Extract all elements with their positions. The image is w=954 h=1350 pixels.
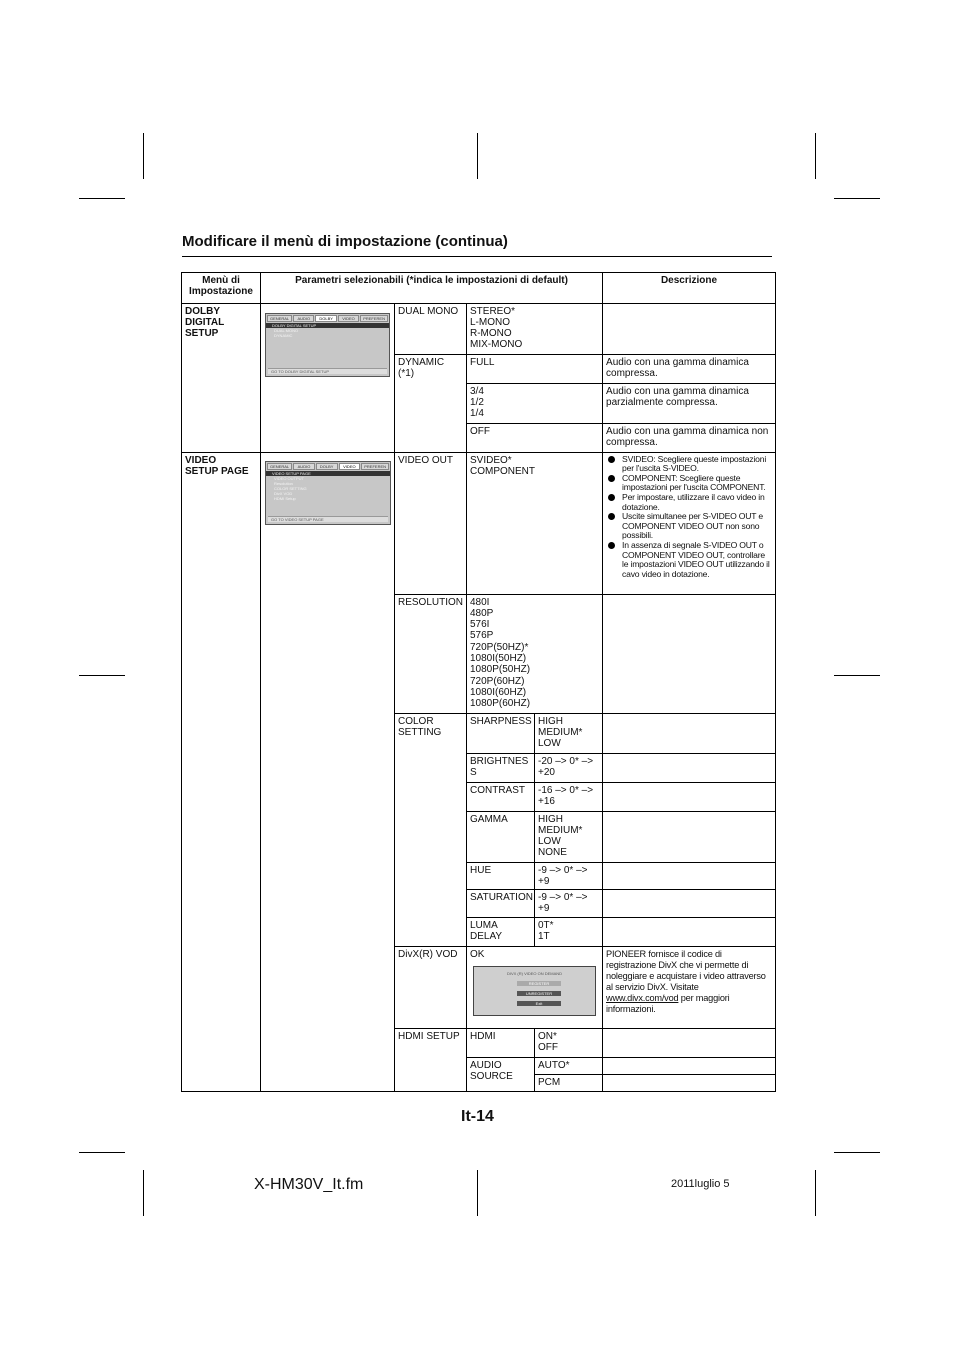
param-label: DUAL MONO	[395, 303, 467, 354]
screenshot-item: Resolution	[274, 480, 293, 486]
settings-table	[181, 272, 776, 1092]
sub-param-name: SATURATION	[467, 890, 535, 918]
param-desc: Audio con una gamma dinamica non compressa.	[603, 423, 776, 452]
dolby-screenshot-cell	[261, 303, 395, 452]
file-name: X-HM30V_It.fm	[254, 1176, 364, 1193]
title-divider	[182, 256, 772, 257]
screenshot-item: HDMI Setup	[274, 495, 296, 501]
crop-mark	[834, 675, 880, 676]
screenshot-tabs	[266, 314, 389, 323]
sub-param-name: GAMMA	[467, 811, 535, 862]
screenshot-tab: AUDIO	[293, 463, 315, 470]
list-item: In assenza di segnale S-VIDEO OUT o COMPONENT VIDEO OUT, controllare le impostazioni VIDEO OUT utilizzando il cavo video in dotazione.	[606, 541, 772, 579]
header-menu: Menù di Impostazione	[182, 273, 261, 304]
dolby-menu-screenshot	[265, 313, 390, 377]
param-desc	[603, 1074, 776, 1091]
screenshot-item: DUAL MONO	[274, 327, 299, 333]
screenshot-item: COLOR SETTING	[274, 485, 307, 491]
screenshot-item: DivX VOD	[274, 490, 293, 496]
param-desc	[603, 713, 776, 753]
param-desc	[603, 917, 776, 946]
crop-mark	[477, 133, 478, 179]
screenshot-tab: GENERAL	[267, 315, 292, 322]
crop-mark	[79, 198, 125, 199]
param-values: -20 –> 0* –> +20	[535, 753, 603, 782]
param-values: HIGH MEDIUM* LOW NONE	[535, 811, 603, 862]
screenshot-tab: VIDEO	[339, 463, 361, 470]
param-values: STEREO* L-MONO R-MONO MIX-MONO	[467, 303, 603, 354]
crop-mark	[815, 1170, 816, 1216]
crop-mark	[834, 1152, 880, 1153]
divx-register-button: REGISTER	[517, 981, 561, 986]
param-label: VIDEO OUT	[395, 452, 467, 594]
crop-mark	[815, 133, 816, 179]
crop-mark	[143, 1170, 144, 1216]
param-label: DivX(R) VOD	[395, 946, 467, 1028]
sub-param-name: LUMA DELAY	[467, 917, 535, 946]
param-values: PCM	[535, 1074, 603, 1091]
param-desc	[603, 890, 776, 918]
param-values: 3/4 1/2 1/4	[467, 383, 603, 423]
screenshot-bar: DOLBY DIGITAL SETUP	[266, 323, 389, 328]
param-desc	[603, 452, 776, 594]
divx-vod-screenshot	[473, 966, 596, 1016]
list-item: SVIDEO: Scegliere queste impostazioni per l'uscita S-VIDEO.	[606, 455, 772, 474]
param-desc: Audio con una gamma dinamica compressa.	[603, 354, 776, 383]
screenshot-tab: AUDIO	[293, 315, 314, 322]
divx-ok-value: OK	[470, 948, 485, 960]
print-date: 2011luglio 5	[671, 1178, 730, 1190]
crop-mark	[834, 198, 880, 199]
screenshot-footer: GO TO VIDEO SETUP PAGE	[268, 516, 388, 522]
bullet-list	[606, 455, 772, 580]
param-desc	[603, 811, 776, 862]
sub-param-name: AUDIO SOURCE	[467, 1057, 535, 1091]
header-desc: Descrizione	[603, 273, 776, 304]
screenshot-bar: VIDEO SETUP PAGE	[266, 471, 390, 476]
sub-param-name: HUE	[467, 862, 535, 890]
param-values: HIGH MEDIUM* LOW	[535, 713, 603, 753]
param-desc	[603, 1057, 776, 1074]
screenshot-tab: PREFEREN	[361, 463, 389, 470]
param-label: RESOLUTION	[395, 594, 467, 713]
sub-param-name: CONTRAST	[467, 782, 535, 811]
video-menu-screenshot	[265, 461, 391, 525]
divx-exit-button: Exit	[517, 1001, 561, 1006]
param-desc	[603, 862, 776, 890]
divx-link: www.divx.com/vod	[606, 992, 679, 1003]
param-values: 480I 480P 576I 576P 720P(50HZ)* 1080I(50HZ) 1080P(50HZ) 720P(60HZ) 1080I(60HZ) 1080P(60HZ)	[467, 594, 603, 713]
param-values: -9 –> 0* –> +9	[535, 862, 603, 890]
divx-unregister-button: UNREGISTER	[517, 991, 561, 996]
sub-param-name: BRIGHTNES S	[467, 753, 535, 782]
video-screenshot-cell	[261, 452, 395, 1091]
param-label: COLOR SETTING	[395, 713, 467, 946]
param-values: ON* OFF	[535, 1028, 603, 1057]
param-values: 0T* 1T	[535, 917, 603, 946]
param-desc	[603, 782, 776, 811]
table-header-row	[182, 273, 776, 304]
param-values: -16 –> 0* –> +16	[535, 782, 603, 811]
crop-mark	[477, 1170, 478, 1216]
crop-mark	[79, 675, 125, 676]
table-row	[182, 452, 776, 594]
screenshot-item: DYNAMIC	[274, 332, 293, 338]
list-item: COMPONENT: Scegliere queste impostazioni per l'uscita COMPONENT.	[606, 474, 772, 493]
screenshot-tab: GENERAL	[267, 463, 292, 470]
param-values	[467, 946, 603, 1028]
list-item: Uscite simultanee per S-VIDEO OUT e COMPONENT VIDEO OUT non sono possibili.	[606, 512, 772, 541]
param-desc: Audio con una gamma dinamica parzialmente compressa.	[603, 383, 776, 423]
screenshot-tab: VIDEO	[338, 315, 359, 322]
screenshot-tab: DOLBY	[316, 463, 338, 470]
param-values: OFF	[467, 423, 603, 452]
sub-param-name: SHARPNESS	[467, 713, 535, 753]
param-desc	[603, 753, 776, 782]
param-desc	[603, 946, 776, 1028]
param-values: -9 –> 0* –> +9	[535, 890, 603, 918]
sub-param-name: HDMI	[467, 1028, 535, 1057]
menu-dolby: DOLBY DIGITAL SETUP	[182, 303, 261, 452]
param-label: HDMI SETUP	[395, 1028, 467, 1091]
crop-mark	[79, 1152, 125, 1153]
screenshot-tab: DOLBY	[315, 315, 336, 322]
screenshot-tabs	[266, 462, 390, 471]
param-label: DYNAMIC (*1)	[395, 354, 467, 452]
divx-screenshot-title: DIVX (R) VIDEO ON DEMAND	[506, 971, 563, 977]
menu-video: VIDEO SETUP PAGE	[182, 452, 261, 1091]
screenshot-tab: PREFEREN	[360, 315, 388, 322]
param-values: AUTO*	[535, 1057, 603, 1074]
divx-desc-text: PIONEER fornisce il codice di registrazione DivX che vi permette di noleggiare e acquistare i video attraverso al servizio DivX. Visitate	[606, 948, 766, 992]
param-desc	[603, 1028, 776, 1057]
page-number: It-14	[461, 1108, 494, 1125]
screenshot-item: VIDEO OUTPUT	[274, 475, 305, 481]
param-desc	[603, 303, 776, 354]
param-values: FULL	[467, 354, 603, 383]
page-title: Modificare il menù di impostazione (continua)	[182, 233, 508, 250]
param-values: SVIDEO* COMPONENT	[467, 452, 603, 594]
divx-desc-text-end: per maggiori informazioni.	[606, 992, 730, 1014]
table-row	[182, 303, 776, 354]
param-desc	[603, 594, 776, 713]
screenshot-footer: GO TO DOLBY DIGITAL SETUP	[268, 368, 387, 374]
header-params: Parametri selezionabili (*indica le impostazioni di default)	[261, 273, 603, 304]
list-item: Per impostare, utilizzare il cavo video in dotazione.	[606, 493, 772, 512]
crop-mark	[143, 133, 144, 179]
